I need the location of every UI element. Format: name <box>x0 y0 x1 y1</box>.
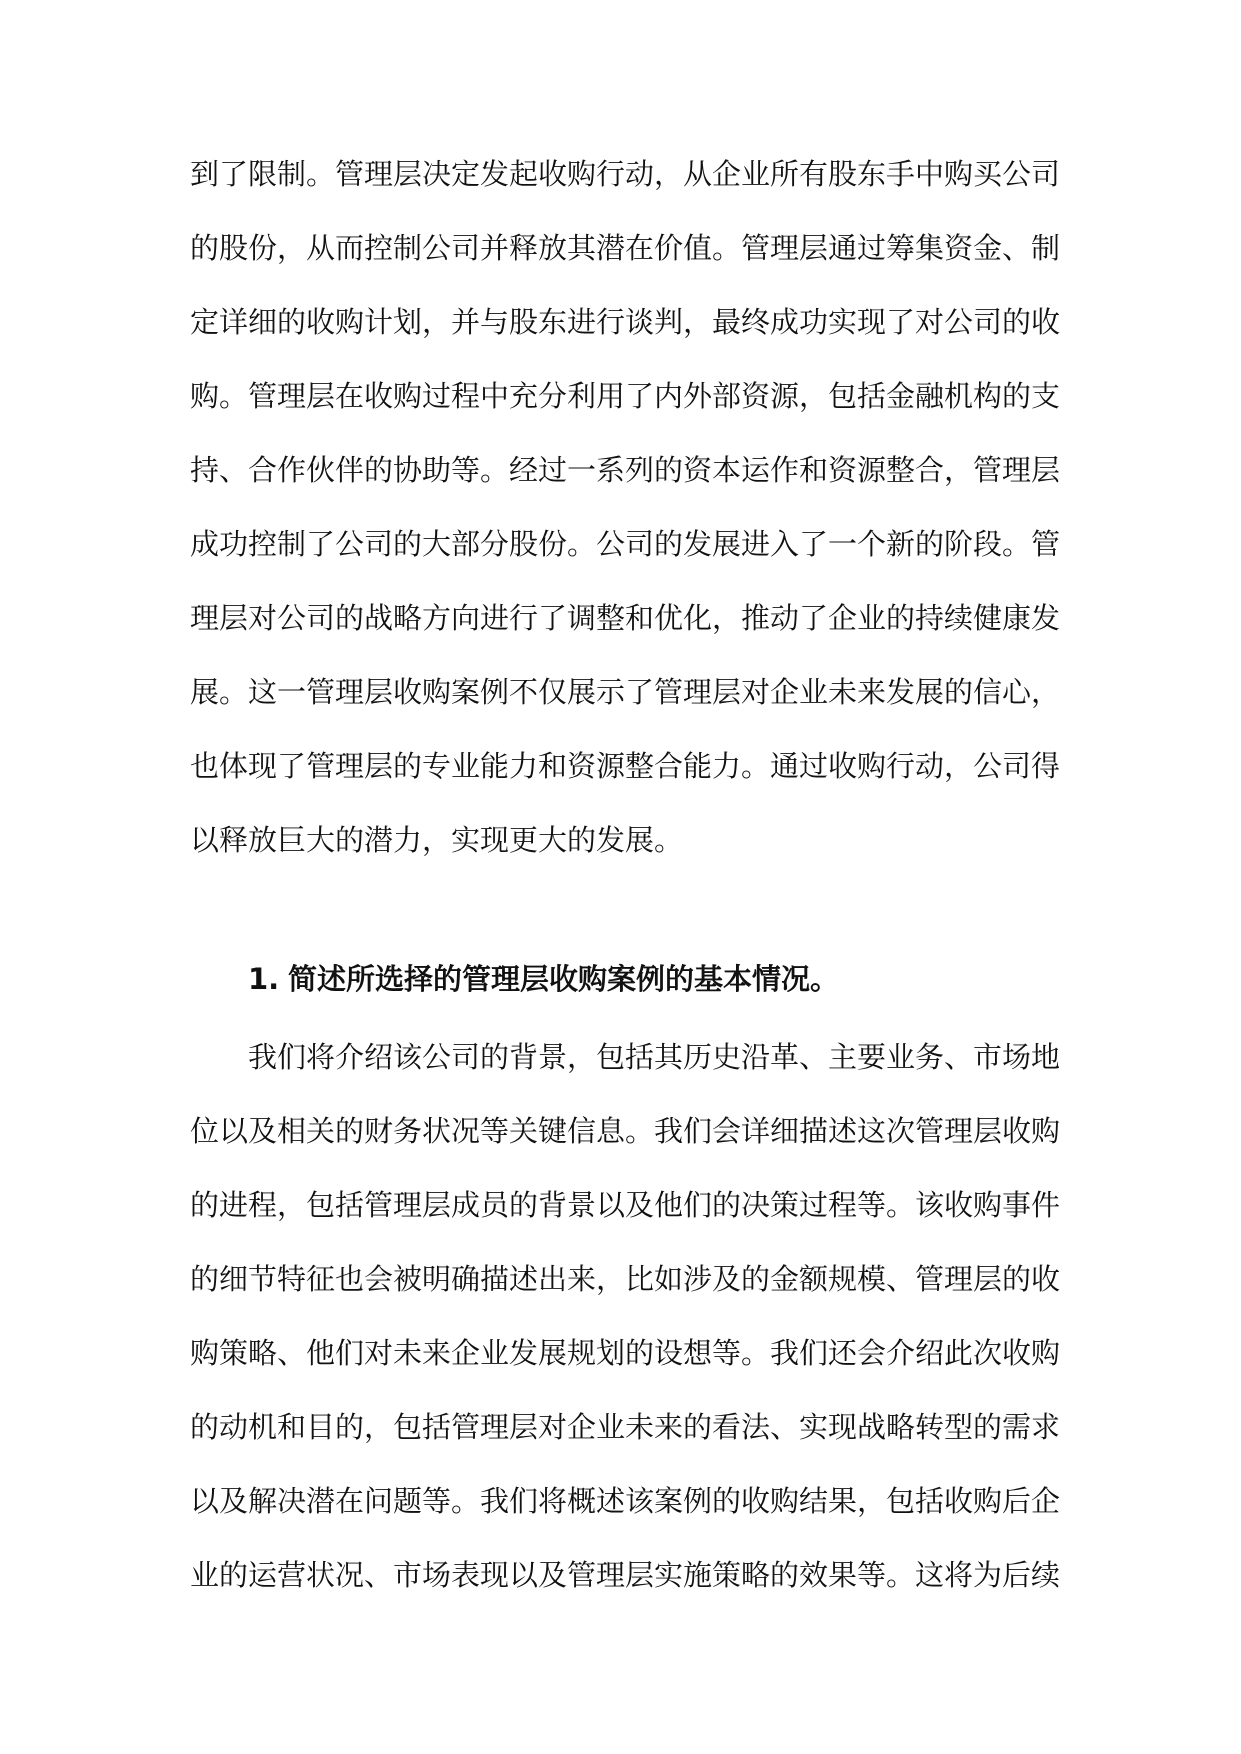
paragraph-line: 我们将介绍该公司的背景，包括其历史沿革、主要业务、市场地 <box>248 1040 1061 1074</box>
paragraph-line: 的进程，包括管理层成员的背景以及他们的决策过程等。该收购事件 <box>190 1188 1061 1222</box>
paragraph-line: 以及解决潜在问题等。我们将概述该案例的收购结果，包括收购后企 <box>190 1484 1061 1518</box>
paragraph-line: 以释放巨大的潜力，实现更大的发展。 <box>190 823 684 857</box>
paragraph-line: 展。这一管理层收购案例不仅展示了管理层对企业未来发展的信心， <box>190 675 1061 709</box>
paragraph-line: 定详细的收购计划，并与股东进行谈判，最终成功实现了对公司的收 <box>190 305 1061 339</box>
section-heading <box>248 942 839 1016</box>
paragraph-line: 的股份，从而控制公司并释放其潜在价值。管理层通过筹集资金、制 <box>190 231 1061 265</box>
paragraph-line: 的细节特征也会被明确描述出来，比如涉及的金额规模、管理层的收 <box>190 1262 1061 1296</box>
paragraph-line: 的动机和目的，包括管理层对企业未来的看法、实现战略转型的需求 <box>190 1410 1061 1444</box>
paragraph-line: 购策略、他们对未来企业发展规划的设想等。我们还会介绍此次收购 <box>190 1336 1061 1370</box>
section-heading-number: 1. <box>248 962 280 996</box>
paragraph-2 <box>190 1020 1060 1612</box>
paragraph-line: 位以及相关的财务状况等关键信息。我们会详细描述这次管理层收购 <box>190 1114 1061 1148</box>
paragraph-line: 购。管理层在收购过程中充分利用了内外部资源，包括金融机构的支 <box>190 379 1061 413</box>
paragraph-line: 业的运营状况、市场表现以及管理层实施策略的效果等。这将为后续 <box>190 1558 1061 1592</box>
paragraph-line: 成功控制了公司的大部分股份。公司的发展进入了一个新的阶段。管 <box>190 527 1061 561</box>
paragraph-line: 也体现了管理层的专业能力和资源整合能力。通过收购行动，公司得 <box>190 749 1061 783</box>
paragraph-line: 到了限制。管理层决定发起收购行动，从企业所有股东手中购买公司 <box>190 157 1061 191</box>
paragraph-line: 理层对公司的战略方向进行了调整和优化，推动了企业的持续健康发 <box>190 601 1061 635</box>
paragraph-line: 持、合作伙伴的协助等。经过一系列的资本运作和资源整合，管理层 <box>190 453 1061 487</box>
section-heading-text: 简述所选择的管理层收购案例的基本情况。 <box>288 962 840 996</box>
paragraph-1 <box>190 137 1060 877</box>
